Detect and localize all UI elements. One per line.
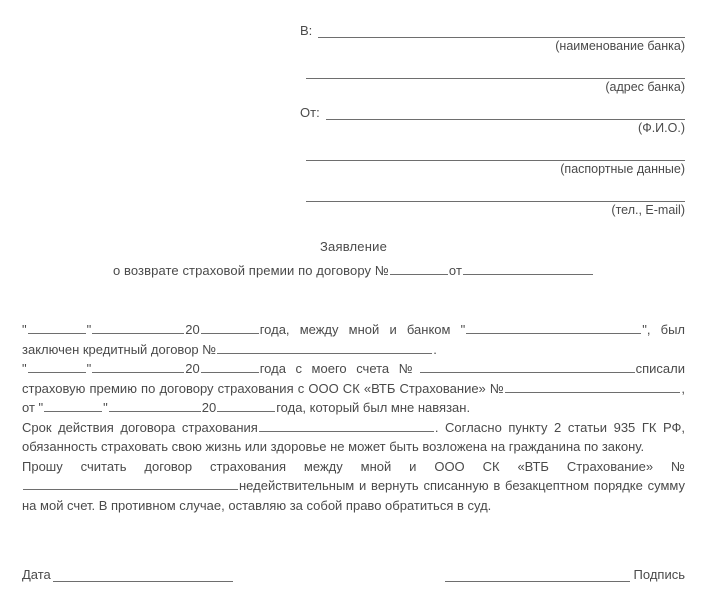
- signature-field: [445, 567, 685, 582]
- text-request: Прошу считать договор страхования между мной и ООО СК «ВТБ Страхование» №: [22, 458, 685, 474]
- document-subtitle: [0, 262, 707, 278]
- text-account: года с моего счета №: [259, 361, 419, 376]
- blank-year-3[interactable]: [217, 399, 275, 412]
- addressee-row-bank-name: [300, 16, 685, 38]
- quote-open-1: ": [22, 322, 27, 337]
- addressee-caption-bank-name: (наименование банка): [555, 39, 685, 53]
- blank-day-1[interactable]: [28, 321, 86, 334]
- quote-open-2: ": [22, 361, 27, 376]
- addressee-caption-bank-address: (адрес банка): [605, 80, 685, 94]
- blank-credit-contract-number[interactable]: [217, 341, 432, 354]
- text-civil-code: . Согласно пункту 2 статьи 935 ГК РФ, обязанность страховать свою жизнь или здоровье не может быть возложена на гражданина по закону.: [22, 419, 686, 454]
- addressee-row-passport: [300, 139, 685, 161]
- text-insurance-premium: списали страховую премию по договору страхования с ООО СК «ВТБ Страхование» №: [22, 361, 685, 396]
- addressee-blank-line[interactable]: [326, 105, 685, 120]
- blank-day-2[interactable]: [28, 360, 86, 373]
- signature-block: [22, 567, 685, 582]
- paragraph-1: [22, 320, 685, 359]
- addressee-blank-line[interactable]: [306, 187, 685, 202]
- year-prefix-1: 20: [185, 322, 200, 337]
- addressee-block: [0, 0, 707, 221]
- blank-insurance-contract-number[interactable]: [505, 380, 680, 393]
- subtitle-text-before: о возврате страховой премии по договору №: [112, 263, 389, 278]
- quote-close-1: ": [86, 322, 92, 337]
- blank-bank-name[interactable]: [466, 321, 641, 334]
- blank-month-1[interactable]: [92, 321, 184, 334]
- year-prefix-3: 20: [201, 400, 217, 415]
- text-imposed: года, который был мне навязан.: [276, 400, 471, 415]
- subtitle-blank-contract-number[interactable]: [390, 262, 448, 275]
- addressee-row-fio: [300, 98, 685, 120]
- date-blank-line[interactable]: [53, 568, 233, 582]
- paragraph-3: [22, 418, 685, 457]
- text-bank-intro: года, между мной и банком ": [259, 322, 466, 337]
- addressee-row-bank-address: [300, 57, 685, 79]
- addressee-row-contacts: [300, 180, 685, 202]
- document-title: Заявление: [319, 239, 388, 254]
- blank-month-2[interactable]: [92, 360, 184, 373]
- addressee-caption-fio: (Ф.И.О.): [638, 121, 685, 135]
- signature-blank-line[interactable]: [445, 568, 630, 582]
- blank-insurance-contract-number-2[interactable]: [23, 477, 238, 490]
- text-from-date: , от ": [22, 380, 685, 415]
- blank-insurance-term[interactable]: [259, 419, 434, 432]
- blank-year-1[interactable]: [201, 321, 259, 334]
- addressee-blank-line[interactable]: [306, 64, 685, 79]
- blank-year-2[interactable]: [201, 360, 259, 373]
- addressee-blank-line[interactable]: [318, 23, 685, 38]
- text-insurance-term: Срок действия договора страхования: [22, 419, 258, 435]
- title-block: [0, 239, 707, 278]
- addressee-blank-line[interactable]: [306, 146, 685, 161]
- text-request-end: недействительным и вернуть списанную в безакцептном порядке сумму на мой счет. В противном случае, оставляю за собой право обратиться в суд.: [22, 478, 685, 513]
- subtitle-blank-contract-date[interactable]: [463, 262, 593, 275]
- paragraph-2: [22, 359, 685, 418]
- subtitle-text-middle: от: [448, 263, 463, 278]
- addressee-label-from: От:: [300, 105, 320, 120]
- date-field: [22, 567, 233, 582]
- paragraph-4: [22, 457, 685, 516]
- year-prefix-2: 20: [185, 361, 200, 376]
- signature-label: Подпись: [633, 567, 685, 582]
- addressee-label-bank: В:: [300, 23, 313, 38]
- body-block: [0, 320, 707, 515]
- text-credit-contract: ", был заключен кредитный договор №: [22, 322, 686, 357]
- quote-close-2: ": [86, 361, 92, 376]
- addressee-caption-contacts: (тел., E-mail): [611, 203, 685, 217]
- date-label: Дата: [22, 567, 51, 582]
- text-period-1: .: [433, 341, 437, 357]
- quote-close-3: ": [103, 400, 108, 415]
- addressee-caption-passport: (паспортные данные): [560, 162, 685, 176]
- blank-month-3[interactable]: [109, 399, 201, 412]
- blank-day-3[interactable]: [44, 399, 102, 412]
- blank-account-number[interactable]: [420, 360, 635, 373]
